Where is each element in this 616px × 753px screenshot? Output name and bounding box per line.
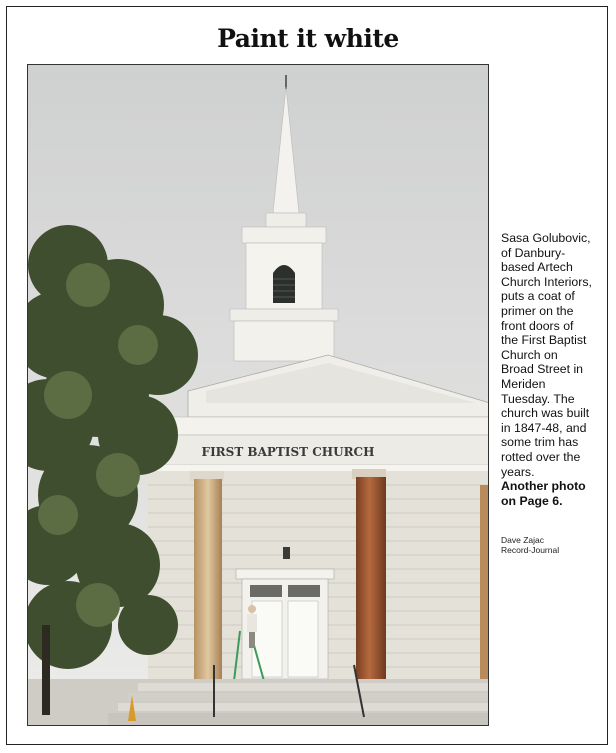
- credit-name: Dave Zajac: [501, 535, 544, 545]
- photo-credit: [501, 535, 601, 555]
- photo-caption: [501, 231, 593, 508]
- church-photo: [27, 64, 489, 726]
- headline: Paint it white: [217, 24, 399, 53]
- caption-more-link: Another photo on Page 6.: [501, 479, 586, 508]
- credit-outlet: Record-Journal: [501, 545, 560, 555]
- church-sign-text: FIRST BAPTIST CHURCH: [201, 445, 375, 459]
- caption-body: Sasa Golubovic, of Danbury-based Artech Church Interiors, puts a coat of primer on the front doors of the First Baptist Church on Broad Street in Meriden Tuesday. The church was built in 1847-48, and some trim has rotted over the years.: [501, 231, 592, 479]
